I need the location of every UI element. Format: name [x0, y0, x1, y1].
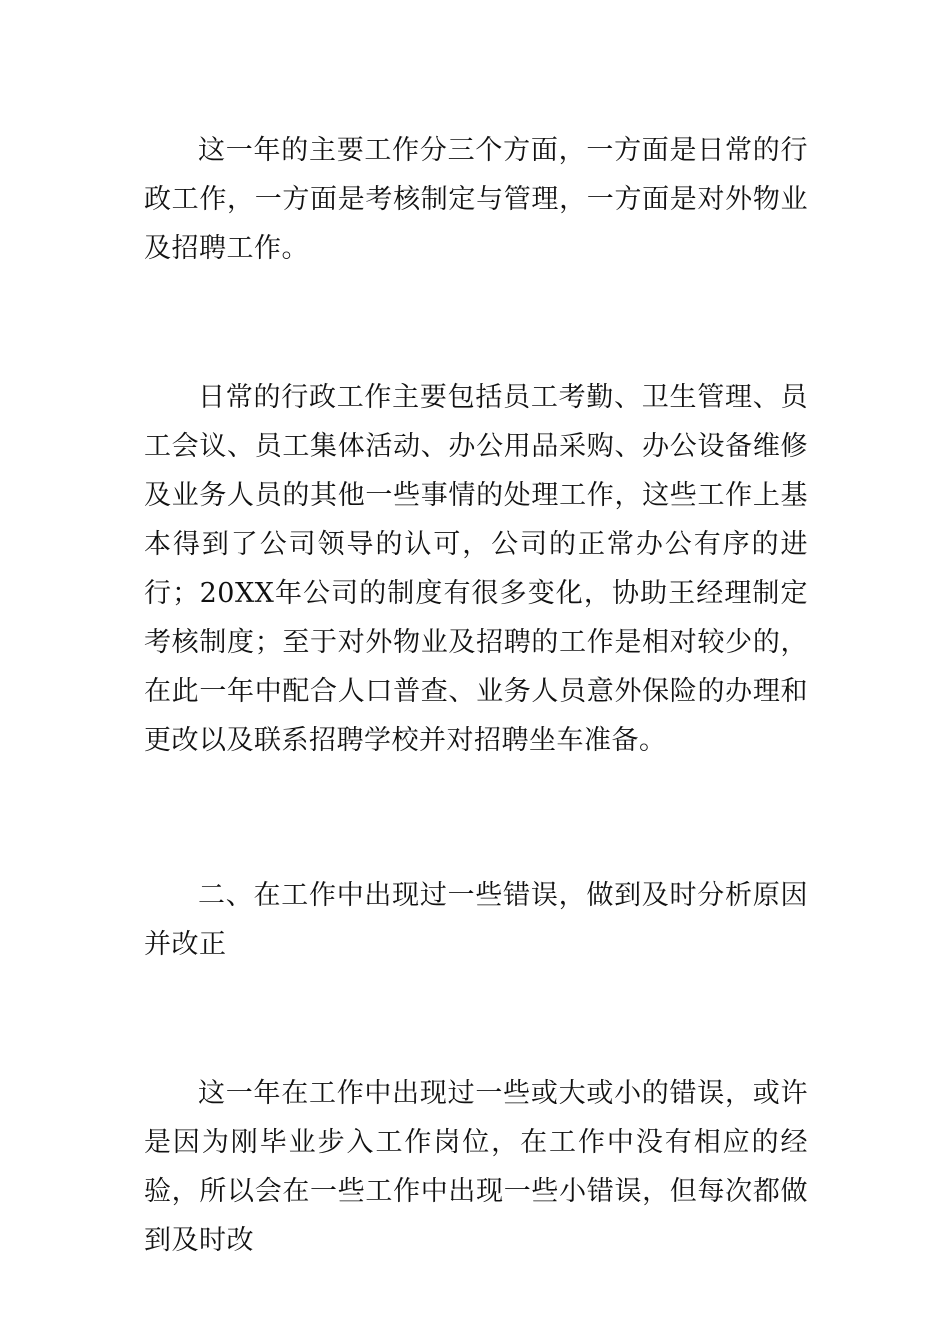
section-heading-errors: 二、在工作中出现过一些错误，做到及时分析原因并改正	[144, 880, 808, 960]
paragraph-work-overview: 这一年的主要工作分三个方面，一方面是日常的行政工作，一方面是考核制定与管理，一方面是对外物业及招聘工作。	[144, 135, 808, 264]
paragraph-errors-detail: 这一年在工作中出现过一些或大或小的错误，或许是因为刚毕业步入工作岗位，在工作中没有相应的经验，所以会在一些工作中出现一些小错误，但每次都做到及时改	[144, 1078, 808, 1256]
paragraph-daily-admin-work: 日常的行政工作主要包括员工考勤、卫生管理、员工会议、员工集体活动、办公用品采购、办公设备维修及业务人员的其他一些事情的处理工作，这些工作上基本得到了公司领导的认可，公司的正常办公有序的进行；20XX年公司的制度有很多变化，协助王经理制定考核制度；至于对外物业及招聘的工作是相对较少的，在此一年中配合人口普查、业务人员意外保险的办理和更改以及联系招聘学校并对招聘坐车准备。	[144, 382, 808, 756]
